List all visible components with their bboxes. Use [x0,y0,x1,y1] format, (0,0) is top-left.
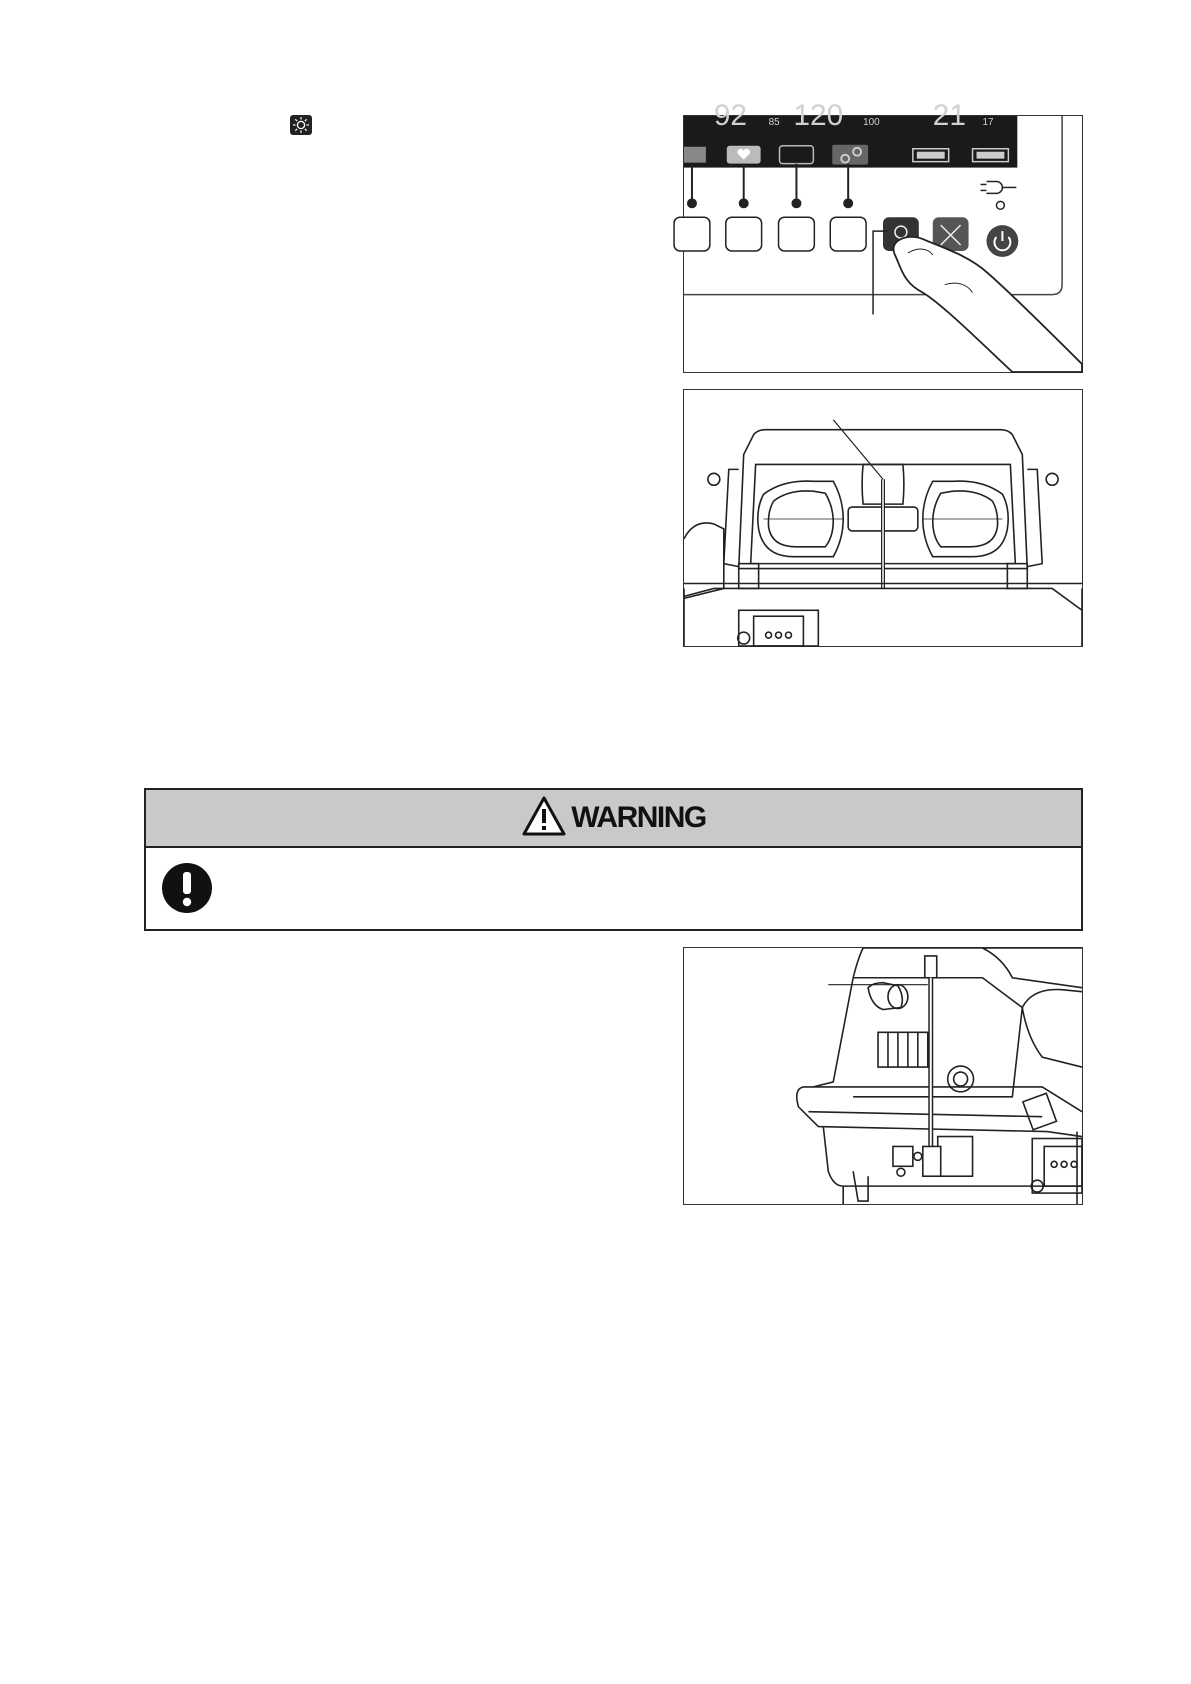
display-value-pulse: 120 [793,98,844,132]
display-value-spo2-limit: 85 [768,116,780,128]
display-value-temp: 21 [932,98,966,132]
figure-control-panel [683,98,1083,373]
settings-tab-icon [832,145,868,165]
finger-illustration [894,237,1082,372]
brightness-key-icon [290,115,312,135]
pole-top [925,956,937,978]
soft-key-1 [674,217,710,251]
warning-triangle-icon [521,795,567,842]
figure-incubator-hood-front [683,389,1083,647]
figure-incubator-rear-pole [683,947,1083,1205]
warning-box [144,788,1083,931]
soft-key-3 [779,217,815,251]
ac-power-icon [981,181,1017,209]
warning-title: WARNING [571,801,706,834]
display-value-spo2: 92 [713,98,748,132]
warning-header [146,790,1081,848]
display-value-temp-limit: 17 [982,116,994,128]
mandatory-action-icon [161,862,213,914]
warning-body [146,848,1081,931]
soft-key-2 [726,217,762,251]
tab-monitor-icon [684,147,706,163]
soft-key-4 [830,217,866,251]
display-value-pulse-limit: 100 [863,116,880,128]
